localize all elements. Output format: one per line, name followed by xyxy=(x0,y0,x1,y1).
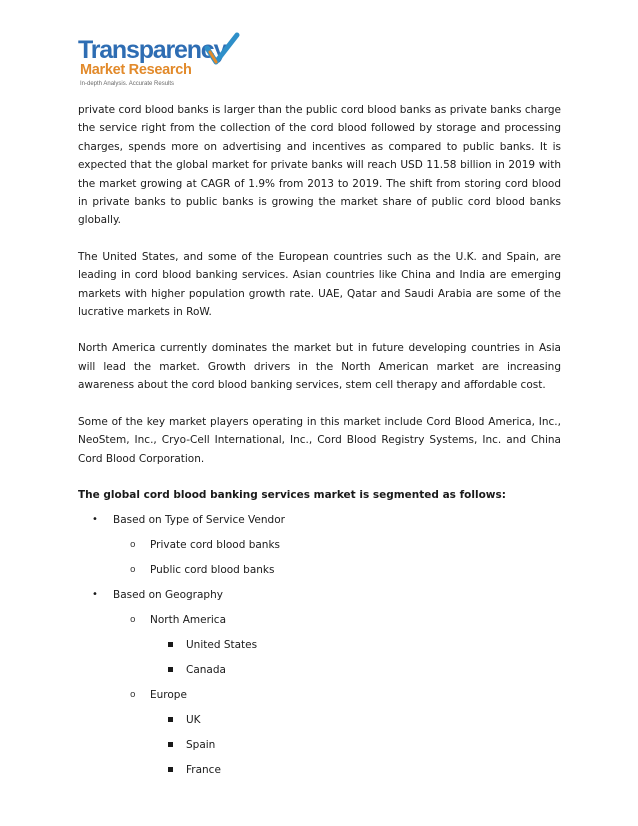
document-body xyxy=(78,101,561,786)
bullet-icon: • xyxy=(92,588,98,600)
square-bullet-icon xyxy=(168,667,173,672)
list-item xyxy=(78,586,561,604)
logo-tagline: In-depth Analysis. Accurate Results xyxy=(80,81,175,87)
list-item xyxy=(78,511,561,529)
paragraph-private-banks: private cord blood banks is larger than the public cord blood banks as private banks charge the service right from the collection of the cord blood followed by storage and processing charges, spends more on advertising and incentives as compared to public banks. It is expected that the global market for private banks will reach USD 11.58 billion in 2019 with the market growing at CAGR of 1.9% from 2013 to 2019. The shift from storing cord blood in private banks to public banks is growing the market share of public cord blood banks globally. xyxy=(78,104,561,227)
circle-bullet-icon: o xyxy=(130,539,136,550)
square-bullet-icon xyxy=(168,642,173,647)
list-item xyxy=(78,686,561,704)
list-item-label: Private cord blood banks xyxy=(150,538,281,551)
logo-brand-name: Transparency xyxy=(78,36,227,64)
list-item xyxy=(78,761,561,779)
list-item-label: Canada xyxy=(186,663,226,676)
list-item xyxy=(78,736,561,754)
list-item-label: North America xyxy=(150,613,227,626)
list-item-label: Based on Geography xyxy=(113,588,223,601)
list-item xyxy=(78,661,561,679)
circle-bullet-icon: o xyxy=(130,689,136,700)
list-item xyxy=(78,611,561,629)
list-item-label: France xyxy=(186,763,221,776)
list-item-label: Europe xyxy=(150,688,187,701)
list-item-label: Public cord blood banks xyxy=(150,563,275,576)
logo-subbrand: Market Research xyxy=(80,62,192,78)
list-item-label: United States xyxy=(186,638,258,651)
company-logo xyxy=(78,36,238,92)
square-bullet-icon xyxy=(168,767,173,772)
list-item-label: Spain xyxy=(186,738,216,751)
list-item xyxy=(78,561,561,579)
list-item-label: UK xyxy=(186,713,201,726)
square-bullet-icon xyxy=(168,717,173,722)
square-bullet-icon xyxy=(168,742,173,747)
paragraph-north-america: North America currently dominates the market but in future developing countries in Asia will lead the market. Growth drivers in the North American market are increasing awareness about the cord blood banking services, stem cell therapy and affordable cost. xyxy=(78,342,561,392)
bullet-icon: • xyxy=(92,513,98,525)
paragraph-leading-countries: The United States, and some of the European countries such as the U.K. and Spain, are leading in cord blood banking services. Asian countries like China and India are emerging markets with higher population growth rate. UAE, Qatar and Saudi Arabia are some of the lucrative markets in RoW. xyxy=(78,250,561,319)
list-item xyxy=(78,636,561,654)
list-item xyxy=(78,711,561,729)
paragraph-key-players: Some of the key market players operating in this market include Cord Blood America, Inc., NeoStem, Inc., Cryo-Cell International, Inc., Cord Blood Registry Systems, Inc. and China Cord Blood Corporation. xyxy=(78,415,561,465)
checkmark-icon xyxy=(204,32,240,72)
segmentation-heading: The global cord blood banking services market is segmented as follows: xyxy=(78,488,506,501)
list-item xyxy=(78,536,561,554)
list-item-label: Based on Type of Service Vendor xyxy=(113,513,285,526)
circle-bullet-icon: o xyxy=(130,564,136,575)
circle-bullet-icon: o xyxy=(130,614,136,625)
